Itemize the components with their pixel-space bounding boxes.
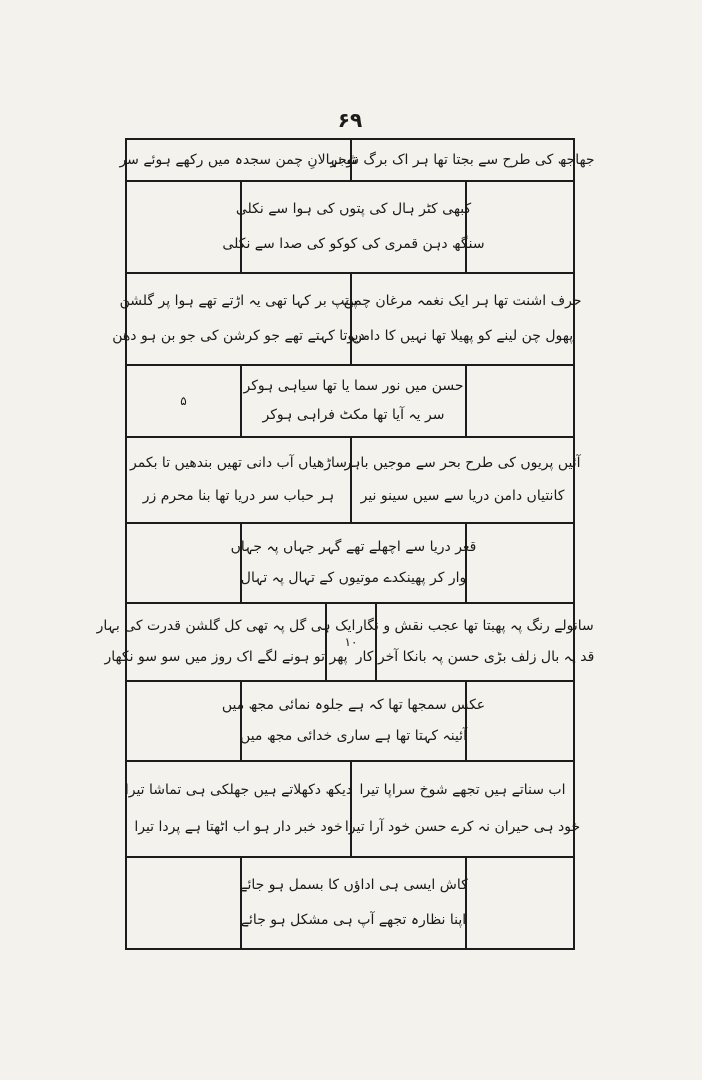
poem-table — [96, 138, 595, 950]
center-cell — [222, 182, 485, 272]
verse-line: ساڑھیاں آب دانی تھیں بندھیں تا بکمر — [130, 454, 347, 471]
verse-number-marker: ۵ — [180, 394, 187, 408]
verse-line: اپنا نظارہ تجھے آپ ہی مشکل ہو جائے — [240, 912, 467, 929]
right-cell — [330, 140, 595, 180]
table-row — [127, 366, 573, 438]
right-cell — [343, 274, 582, 364]
right-cell — [344, 762, 581, 856]
center-cell — [230, 524, 477, 602]
marker-cell — [327, 604, 377, 680]
verse-line: کانتیاں دامن دریا سے سیں سینو نیر — [360, 488, 565, 505]
right-blank-cell — [467, 366, 573, 436]
center-cell — [242, 366, 467, 436]
verse-line: آئیں پریوں کی طرح بحر سے موجیں باہر — [344, 454, 581, 471]
verse-line: وار کر پھینکدے موتیوں کے تہال پہ تہال — [240, 570, 467, 587]
verse-line: قعر دریا سے اچھلے تھے گہر جہاں پہ جہاں — [230, 538, 477, 555]
right-blank-cell — [467, 524, 573, 602]
left-cell — [119, 140, 358, 180]
right-cell — [344, 438, 581, 522]
left-cell — [127, 438, 352, 522]
right-blank-cell — [467, 182, 573, 272]
verse-line: ہر حباب سر دریا تھا بنا محرم زر — [142, 488, 335, 505]
verse-line: سانولے رنگ پہ پھبتا تھا عجب نقش و نگار — [356, 618, 594, 635]
table-row — [127, 182, 573, 274]
verse-line: ایک ہی گل پہ تھی کل گلشن قدرت کی بہار — [96, 618, 356, 635]
verse-line: پھول چن لینے کو پھیلا تھا نہیں کا دامن — [351, 328, 574, 345]
right-blank-cell — [467, 682, 573, 760]
verse-line: پیتپ بر کہا تھی یہ اڑتے تھے ہوا پر گلشن — [119, 292, 358, 309]
left-blank-cell — [127, 182, 242, 272]
verse-line: جھاجھ کی طرح سے بجتا تھا ہر اک برگ شجر — [330, 151, 595, 168]
verse-line: اب سناتے ہیں تجھے شوخ سراپا تیرا — [359, 782, 566, 799]
table-row — [127, 438, 581, 524]
table-row — [124, 762, 581, 858]
verse-number-marker: ۱۰ — [344, 635, 358, 649]
verse-line: حسن میں نور سما یا تھا سیاہی ہوکر — [243, 378, 464, 395]
right-blank-cell — [467, 858, 573, 948]
verse-line: کاش ایسی ہی اداؤں کا بسمل ہو جائے — [239, 876, 468, 893]
verse-line: خود خبر دار ہو اب اٹھتا ہے پردا تیرا — [134, 819, 343, 836]
table-row — [96, 604, 595, 682]
center-cell — [239, 858, 468, 948]
verse-line: سر یہ آیا تھا مکٹ فراہی ہوکر — [262, 407, 445, 424]
table-row — [127, 858, 573, 948]
verse-line: سنگھ دہن قمری کی کوکو کی صدا سے نکلی — [222, 236, 485, 253]
left-blank-cell — [127, 524, 242, 602]
verse-line: دیوتا کہتے تھے جو کرشن کی جو بن ہو دھن — [112, 328, 365, 345]
right-cell — [355, 604, 595, 680]
verse-line: تو نہالانِ چمن سجدہ میں رکھے ہوئے سر — [119, 151, 358, 168]
table-row — [119, 140, 595, 182]
verse-line: پھر تو ہونے لگے اک روز میں سو سو نکھار — [104, 649, 348, 666]
left-cell — [124, 762, 353, 856]
left-cell — [112, 274, 365, 364]
verse-line: حرف اشنت تھا ہر ایک نغمہ مرغان چمن — [343, 292, 582, 309]
left-blank-cell — [127, 366, 242, 436]
table-row — [127, 524, 573, 604]
left-blank-cell — [127, 858, 242, 948]
table-row — [127, 682, 573, 762]
center-cell — [221, 682, 486, 760]
verse-line: دیکھ دکھلاتے ہیں جھلکی ہی تماشا تیرا — [124, 782, 353, 799]
verse-line: عکس سمجھا تھا کہ ہے جلوہ نمائی مجھ میں — [221, 696, 486, 713]
verse-line: خود ہی حیران نہ کرے حسن خود آرا تیرا — [344, 819, 581, 836]
verse-line: قد پہ بال زلف بڑی حسن پہ بانکا آخر کار — [355, 649, 595, 666]
table-row — [112, 274, 582, 366]
verse-line: کبھی کٹر ہال کی پتوں کی ہوا سے نکلی — [235, 200, 472, 217]
page-number: ۶۹ — [337, 108, 363, 132]
verse-line: آئینہ کہتا تھا ہے ساری خدائی مجھ میں — [240, 728, 467, 745]
left-blank-cell — [127, 682, 242, 760]
